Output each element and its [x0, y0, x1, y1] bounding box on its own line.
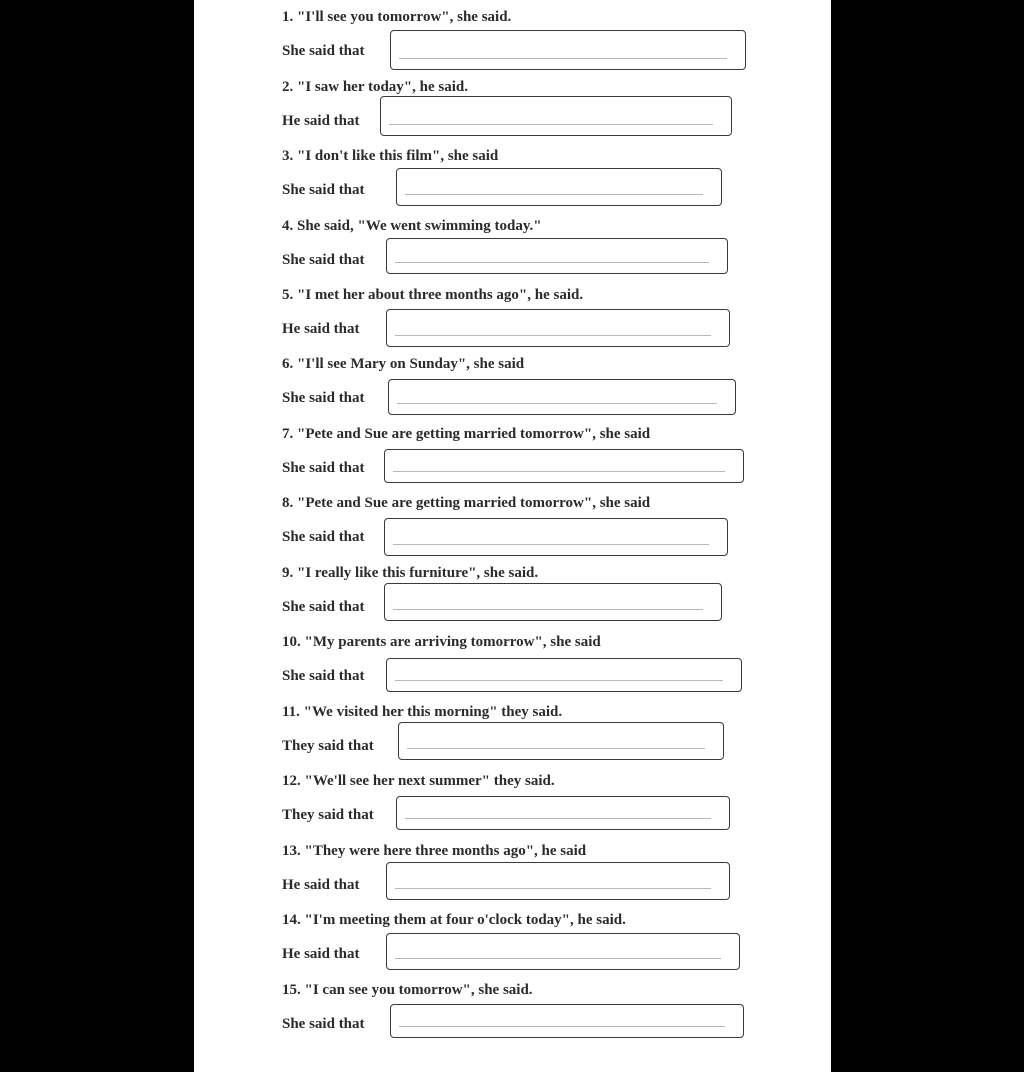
exercise-prompt: 9. "I really like this furniture", she said.	[282, 565, 539, 581]
exercise-prompt: 5. "I met her about three months ago", he said.	[282, 287, 584, 303]
answer-lead: She said that	[282, 43, 365, 59]
answer-lead: She said that	[282, 390, 365, 406]
answer-box[interactable]	[384, 583, 722, 621]
worksheet-page	[194, 0, 831, 1072]
answer-box[interactable]	[390, 1004, 744, 1038]
answer-lead: She said that	[282, 529, 365, 545]
exercise-prompt: 6. "I'll see Mary on Sunday", she said	[282, 356, 525, 372]
answer-lead: She said that	[282, 252, 365, 268]
answer-box[interactable]	[386, 309, 730, 347]
answer-lead: He said that	[282, 946, 360, 962]
answer-box[interactable]	[396, 796, 730, 830]
answer-box[interactable]	[396, 168, 722, 206]
answer-box[interactable]	[386, 658, 742, 692]
answer-lead: She said that	[282, 668, 365, 684]
exercise-prompt: 2. "I saw her today", he said.	[282, 79, 468, 95]
answer-lead: She said that	[282, 182, 365, 198]
exercise-prompt: 8. "Pete and Sue are getting married tomorrow", she said	[282, 495, 651, 511]
exercise-prompt: 7. "Pete and Sue are getting married tomorrow", she said	[282, 426, 651, 442]
exercise-prompt: 13. "They were here three months ago", he said	[282, 843, 587, 859]
answer-lead: They said that	[282, 807, 374, 823]
answer-lead: She said that	[282, 599, 365, 615]
answer-box[interactable]	[398, 722, 724, 760]
answer-box[interactable]	[386, 238, 728, 274]
answer-lead: She said that	[282, 1016, 365, 1032]
answer-lead: They said that	[282, 738, 374, 754]
exercise-prompt: 3. "I don't like this film", she said	[282, 148, 499, 164]
exercise-prompt: 15. "I can see you tomorrow", she said.	[282, 982, 533, 998]
answer-box[interactable]	[386, 862, 730, 900]
answer-box[interactable]	[384, 518, 728, 556]
exercise-prompt: 1. "I'll see you tomorrow", she said.	[282, 9, 512, 25]
answer-box[interactable]	[390, 30, 746, 70]
exercise-prompt: 14. "I'm meeting them at four o'clock today", he said.	[282, 912, 626, 928]
answer-box[interactable]	[384, 449, 744, 483]
answer-box[interactable]	[380, 96, 732, 136]
answer-lead: She said that	[282, 460, 365, 476]
answer-lead: He said that	[282, 877, 360, 893]
exercise-prompt: 10. "My parents are arriving tomorrow", she said	[282, 634, 601, 650]
exercise-prompt: 4. She said, "We went swimming today."	[282, 218, 542, 234]
answer-lead: He said that	[282, 321, 360, 337]
exercise-prompt: 11. "We visited her this morning" they said.	[282, 704, 563, 720]
answer-box[interactable]	[386, 933, 740, 970]
answer-box[interactable]	[388, 379, 736, 415]
exercise-prompt: 12. "We'll see her next summer" they said.	[282, 773, 555, 789]
answer-lead: He said that	[282, 113, 360, 129]
